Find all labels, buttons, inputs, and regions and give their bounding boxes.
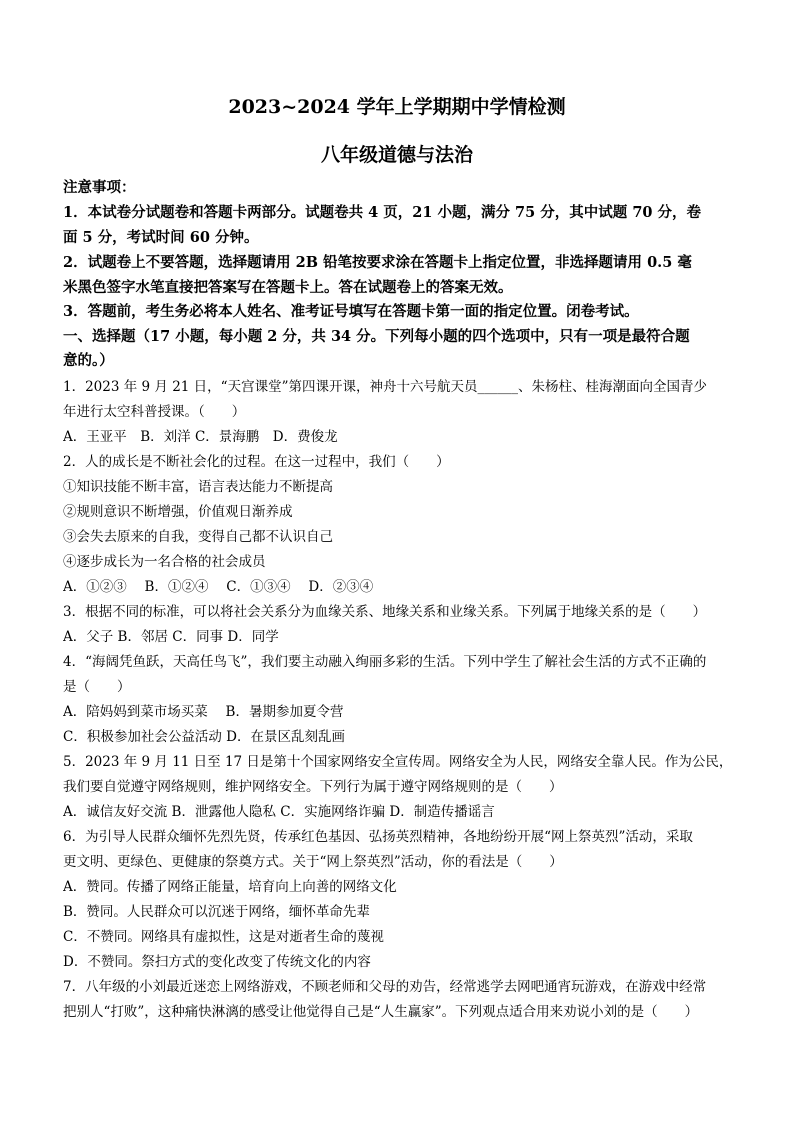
question-option: A．赞同。传播了网络正能量，培育向上向善的网络文化 (63, 879, 397, 895)
question-option: D．不赞同。祭扫方式的变化改变了传统文化的内容 (63, 954, 371, 970)
question-line: 2．人的成长是不断社会化的过程。在这一过程中，我们（ ） (63, 454, 450, 470)
question-statement: ①知识技能不断丰富，语言表达能力不断提高 (63, 479, 333, 495)
question-option: B．赞同。人民群众可以沉迷于网络，缅怀革命先辈 (63, 904, 370, 920)
question-line: 把别人“打败”，这种痛快淋漓的感受让他觉得自己是“人生赢家”。下列观点适合用来劝说小刘的是（ ） (63, 1004, 699, 1020)
question-option: C．不赞同。网络具有虚拟性，这是对逝者生命的蔑视 (63, 929, 384, 945)
notice-item: 2．试题卷上不要答题，选择题请用 2B 铅笔按要求涂在答题卡上指定位置，非选择题请用 0.5 毫 (63, 254, 692, 271)
notice-item: 米黑色签字水笔直接把答案写在答题卡上。答在试题卷上的答案无效。 (63, 279, 513, 296)
exam-title: 2023~2024 学年上学期期中学情检测 (228, 96, 566, 118)
question-line: 我们要自觉遵守网络规则，维护网络安全。下列行为属于遵守网络规则的是（ ） (63, 779, 563, 795)
question-line: 3．根据不同的标准，可以将社会关系分为血缘关系、地缘关系和业缘关系。下列属于地缘关系的是（ ） (63, 604, 707, 620)
exam-subject-title: 八年级道德与法治 (320, 144, 473, 166)
question-line: 5．2023 年 9 月 11 日至 17 日是第十个国家网络安全宣传周。网络安全为人民，网络安全靠人民。作为公民， (63, 754, 733, 770)
question-line: 年进行太空科普授课。（ ） (63, 404, 246, 420)
question-line: 4．“海阔凭鱼跃，天高任鸟飞”，我们要主动融入绚丽多彩的生活。下列中学生了解社会生活的方式不正确的 (63, 654, 707, 670)
question-options: A．父子 B．邻居 C．同事 D．同学 (63, 629, 279, 645)
question-options: A．王亚平 B．刘洋 C．景海鹏 D．费俊龙 (63, 429, 338, 445)
question-options: A．陪妈妈到菜市场买菜 B．暑期参加夏令营 (63, 704, 344, 720)
question-line: 更文明、更绿色、更健康的祭奠方式。关于“网上祭英烈”活动，你的看法是（ ） (63, 854, 563, 870)
question-statement: ②规则意识不断增强，价值观日渐养成 (63, 504, 293, 520)
section-heading-cont: 意的。） (63, 352, 114, 369)
question-statement: ④逐步成长为一名合格的社会成员 (63, 554, 266, 570)
section-heading: 一、选择题（17 小题，每小题 2 分，共 34 分。下列每小题的四个选项中，只有一项是最符合题 (63, 328, 690, 345)
question-options: A．①②③ B．①②④ C．①③④ D．②③④ (63, 579, 374, 595)
question-options: A．诚信友好交流 B．泄露他人隐私 C．实施网络诈骗 D．制造传播谣言 (63, 804, 495, 820)
notice-item: 1．本试卷分试题卷和答题卡两部分。试题卷共 4 页，21 小题，满分 75 分，其中试题 70 分，卷 (63, 204, 702, 221)
notice-item: 3．答题前，考生务必将本人姓名、准考证号填写在答题卡第一面的指定位置。闭卷考试。 (63, 303, 639, 320)
question-options: C．积极参加社会公益活动 D．在景区乱刻乱画 (63, 729, 345, 745)
notice-heading: 注意事项： (63, 179, 136, 196)
question-line: 1．2023 年 9 月 21 日，“天宫课堂”第四课开课，神舟十六号航天员______、朱杨柱、桂海潮面向全国青少 (63, 379, 707, 395)
question-line: 6．为引导人民群众缅怀先烈先贤，传承红色基因、弘扬英烈精神，各地纷纷开展“网上祭英烈”活动，采取 (63, 829, 693, 845)
question-line: 是（ ） (63, 679, 131, 695)
notice-item: 面 5 分，考试时间 60 分钟。 (63, 229, 259, 246)
question-statement: ③会失去原来的自我，变得自己都不认识自己 (63, 529, 333, 545)
question-line: 7．八年级的小刘最近迷恋上网络游戏，不顾老师和父母的劝告，经常逃学去网吧通宵玩游戏，在游戏中经常 (63, 979, 707, 995)
